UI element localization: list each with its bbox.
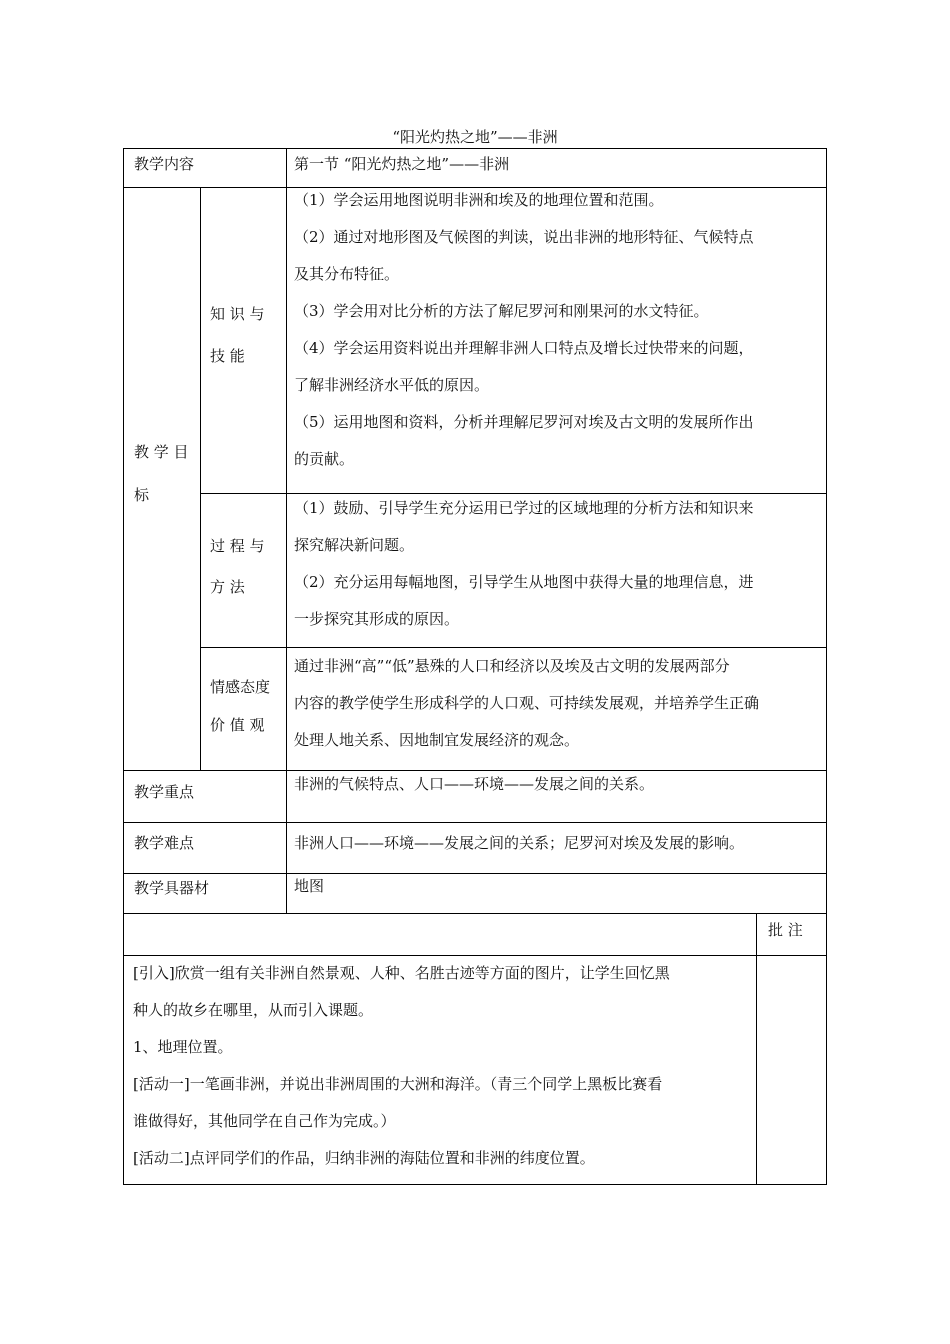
col-divider [286,187,287,771]
process-line: （2）充分运用每幅地图，引导学生从地图中获得大量的地理信息，进 [294,573,754,591]
table-border-left [123,148,124,1185]
content-label: 教学内容 [134,155,195,173]
process-line: 一步探究其形成的原因。 [294,610,460,628]
notes-label: 批 注 [768,921,803,939]
process-content [294,490,754,638]
row-divider [123,770,827,771]
knowledge-line: （4）学会运用资料说出并理解非洲人口特点及增长过快带来的问题， [294,339,754,357]
col-divider [200,187,201,771]
knowledge-line: 的贡献。 [294,450,355,468]
difficult-points-value: 非洲人口——环境——发展之间的关系；尼罗河对埃及发展的影响。 [294,834,745,852]
knowledge-line: （5）运用地图和资料，分析并理解尼罗河对埃及古文明的发展所作出 [294,413,754,431]
process-text [133,955,670,1177]
process-text-line: [引入]欣赏一组有关非洲自然景观、人种、名胜古迹等方面的图片，让学生回忆黑 [133,964,670,982]
emotion-content [294,648,759,759]
emotion-line: 通过非洲“高”“低”悬殊的人口和经济以及埃及古文明的发展两部分 [294,657,730,675]
document-title: “阳光灼热之地”——非洲 [392,128,558,146]
process-label-line2: 方 法 [210,578,245,596]
row-divider [123,913,827,914]
row-divider [123,822,827,823]
process-text-line: [活动一]一笔画非洲，并说出非洲周围的大洲和海洋。（青三个同学上黑板比赛看 [133,1075,663,1093]
knowledge-label-line2: 技 能 [210,347,245,365]
knowledge-line: （1）学会运用地图说明非洲和埃及的地理位置和范围。 [294,191,664,209]
knowledge-label-line1: 知 识 与 [210,305,265,323]
col-divider [756,913,757,1185]
tools-label: 教学具器材 [134,879,210,897]
emotion-line: 处理人地关系、因地制宜发展经济的观念。 [294,731,580,749]
process-text-line: [活动二]点评同学们的作品，归纳非洲的海陆位置和非洲的纬度位置。 [133,1149,595,1167]
process-line: 探究解决新问题。 [294,536,415,554]
table-border-bottom [123,1184,827,1185]
process-text-line: 种人的故乡在哪里，从而引入课题。 [133,1001,374,1019]
knowledge-line: （3）学会用对比分析的方法了解尼罗河和刚果河的水文特征。 [294,302,709,320]
emotion-line: 内容的教学使学生形成科学的人口观、可持续发展观，并培养学生正确 [294,694,760,712]
col-divider [286,148,287,188]
objectives-label-line2: 标 [134,486,150,504]
col-divider [286,770,287,914]
process-label-line1: 过 程 与 [210,537,265,555]
emotion-label-line2: 价 值 观 [210,716,265,734]
row-divider [123,873,827,874]
table-border-top [123,148,827,149]
tools-value: 地图 [294,877,325,895]
key-points-value: 非洲的气候特点、人口——环境——发展之间的关系。 [294,775,655,793]
knowledge-line: 了解非洲经济水平低的原因。 [294,376,490,394]
knowledge-content [294,182,754,478]
objectives-label-line1: 教 学 目 [134,443,189,461]
process-text-line: 1、地理位置。 [133,1038,233,1056]
emotion-label-line1: 情感态度 [210,678,271,696]
table-border-right [826,148,827,1185]
process-line: （1）鼓励、引导学生充分运用已学过的区域地理的分析方法和知识来 [294,499,754,517]
key-points-label: 教学重点 [134,783,195,801]
knowledge-line: 及其分布特征。 [294,265,400,283]
content-value: 第一节 “阳光灼热之地”——非洲 [294,155,510,173]
knowledge-line: （2）通过对地形图及气候图的判读，说出非洲的地形特征、气候特点 [294,228,754,246]
process-text-line: 谁做得好，其他同学在自己作为完成。） [133,1112,396,1130]
difficult-points-label: 教学难点 [134,834,195,852]
